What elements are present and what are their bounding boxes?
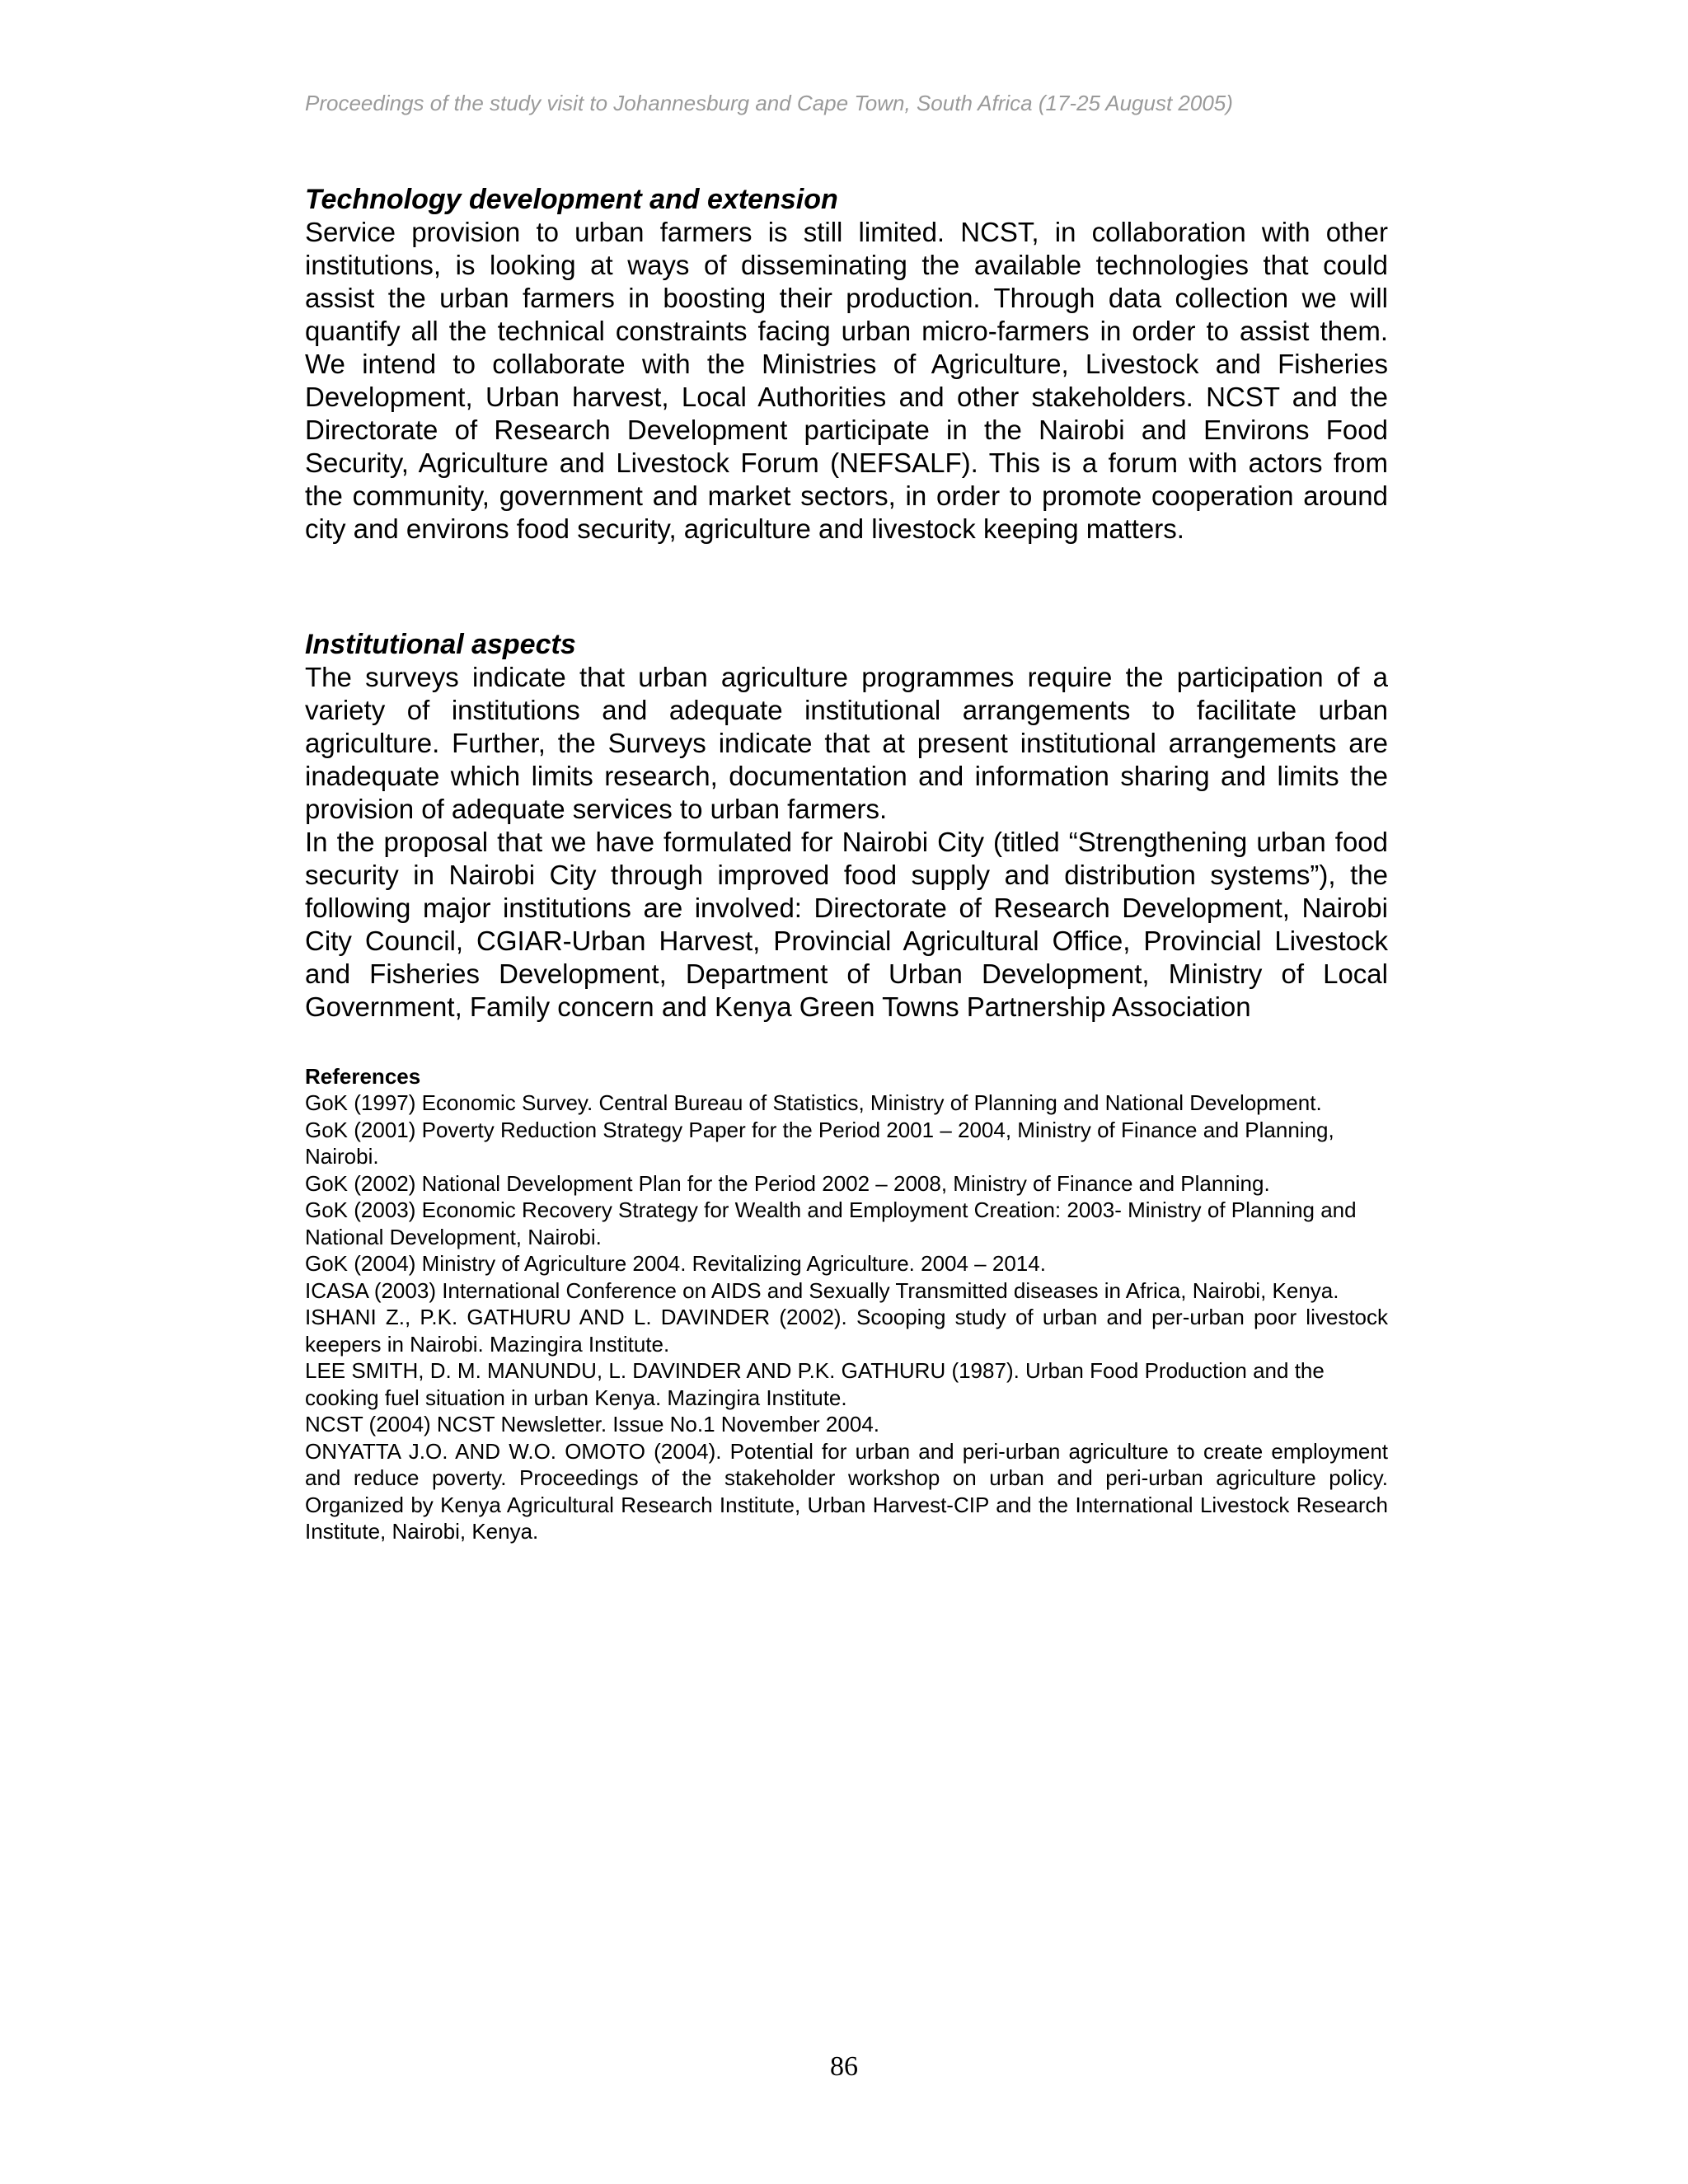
reference-item: GoK (2002) National Development Plan for the Period 2002 – 2008, Ministry of Finance and Planning. [305,1170,1270,1196]
section-spacer [305,546,1388,628]
reference-item: GoK (2003) Economic Recovery Strategy for Wealth and Employment Creation: 2003- Ministry of Planning and National Development, Nairobi. [305,1197,1357,1249]
reference-item: ISHANI Z., P.K. GATHURU AND L. DAVINDER (2002). Scooping study of urban and per-urban poor livestock keepers in Nairobi. Mazingira Institute. [305,1305,1388,1357]
running-header: Proceedings of the study visit to Johannesburg and Cape Town, South Africa (17-25 August 2005) [305,91,1233,115]
section-heading: Institutional aspects [305,629,576,660]
section-spacer [305,1024,1388,1063]
reference-item: GoK (2004) Ministry of Agriculture 2004. Revitalizing Agriculture. 2004 – 2014. [305,1251,1046,1276]
reference-item: GoK (2001) Poverty Reduction Strategy Paper for the Period 2001 – 2004, Ministry of Finance and Planning, Nairobi. [305,1117,1334,1169]
reference-item: ONYATTA J.O. AND W.O. OMOTO (2004). Potential for urban and peri-urban agriculture to create employment and reduce poverty. Proceedings of the stakeholder workshop on urban and peri-urban agriculture policy. Organized by Kenya Agricultural Research Institute, Urban Harvest-CIP and the International Livestock Research Institute, Nairobi, Kenya. [305,1438,1388,1544]
page-number: 86 [830,2051,858,2082]
body-paragraph: The surveys indicate that urban agriculture programmes require the participation of a variety of institutions and adequate institutional arrangements to facilitate urban agriculture. Further, the Surveys indicate that at present institutional arrangements are inadequate which limits research, documentation and information sharing and limits the provision of adequate services to urban farmers. [305,662,1388,824]
reference-item: LEE SMITH, D. M. MANUNDU, L. DAVINDER AND P.K. GATHURU (1987). Urban Food Production and the cooking fuel situation in urban Kenya. Mazingira Institute. [305,1358,1325,1410]
section-technology-development [305,183,1388,546]
reference-item: ICASA (2003) International Conference on AIDS and Sexually Transmitted diseases in Africa, Nairobi, Kenya. [305,1277,1339,1303]
page-content [305,183,1388,1545]
references-section [305,1063,1388,1545]
section-heading: Technology development and extension [305,184,838,215]
reference-item: GoK (1997) Economic Survey. Central Bureau of Statistics, Ministry of Planning and National Development. [305,1090,1322,1115]
section-institutional-aspects [305,628,1388,1024]
references-heading: References [305,1064,421,1089]
reference-list [305,1090,1388,1545]
body-paragraph: Service provision to urban farmers is still limited. NCST, in collaboration with other institutions, is looking at ways of disseminating the available technologies that could assist the urban farmers in boosting their production. Through data collection we will quantify all the technical constraints facing urban micro-farmers in order to assist them. We intend to collaborate with the Ministries of Agriculture, Livestock and Fisheries Development, Urban harvest, Local Authorities and other stakeholders. NCST and the Directorate of Research Development participate in the Nairobi and Environs Food Security, Agriculture and Livestock Forum (NEFSALF). This is a forum with actors from the community, government and market sectors, in order to promote cooperation around city and environs food security, agriculture and livestock keeping matters. [305,217,1388,544]
reference-item: NCST (2004) NCST Newsletter. Issue No.1 November 2004. [305,1412,879,1436]
body-paragraph: In the proposal that we have formulated for Nairobi City (titled “Strengthening urban food security in Nairobi City through improved food supply and distribution systems”), the following major institutions are involved: Directorate of Research Development, Nairobi City Council, CGIAR-Urban Harvest, Provincial Agricultural Office, Provincial Livestock and Fisheries Development, Department of Urban Development, Ministry of Local Government, Family concern and Kenya Green Towns Partnership Association [305,827,1388,1022]
